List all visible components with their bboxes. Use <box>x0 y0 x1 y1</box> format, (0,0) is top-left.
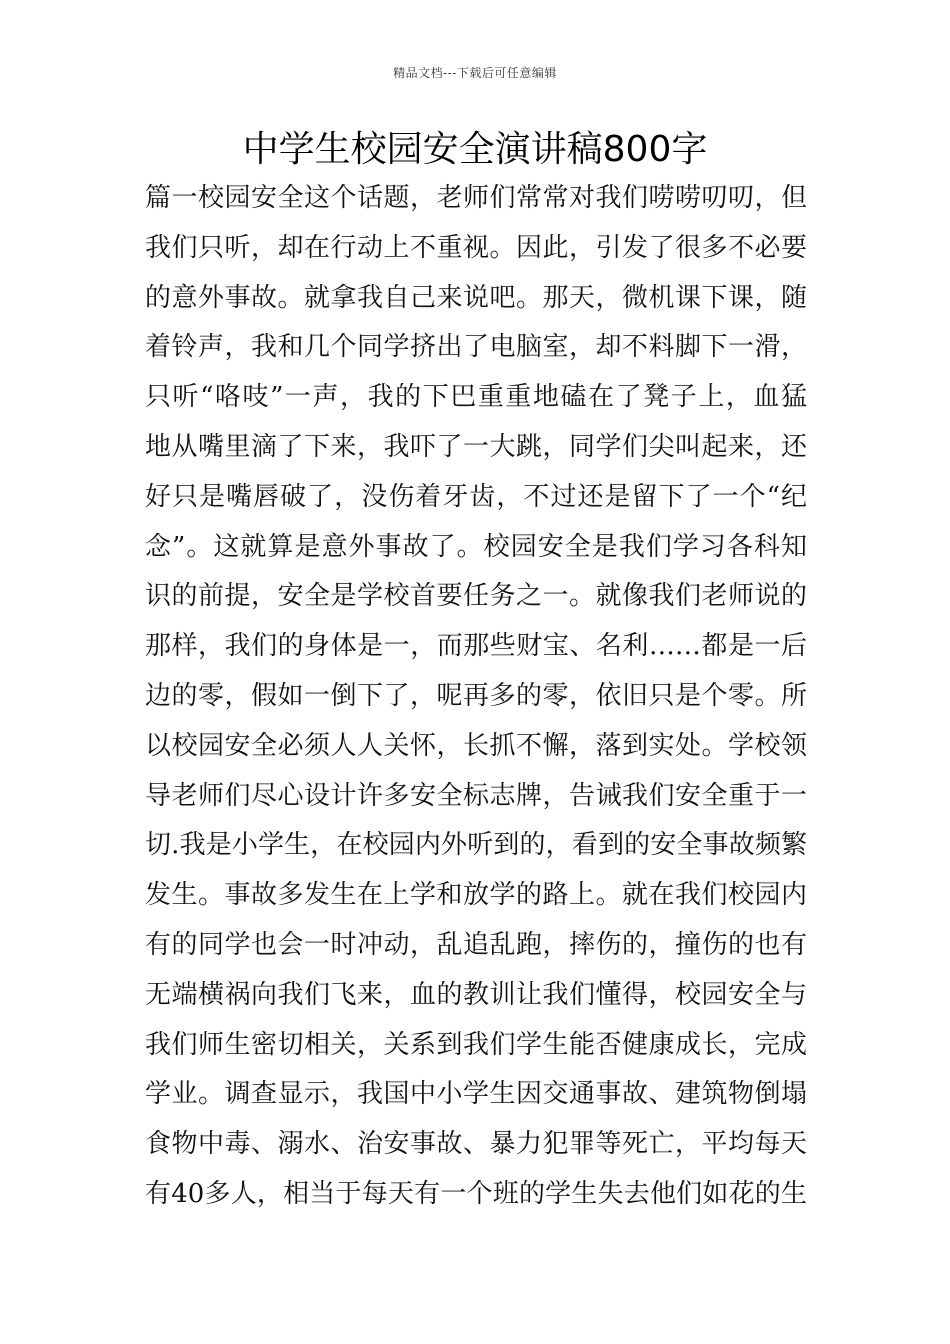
body-line: 无端横祸向我们飞来，血的教训让我们懂得，校园安全与 <box>145 979 807 1010</box>
body-line: 以校园安全必须人人关怀，长抓不懈，落到实处。学校领 <box>145 730 807 761</box>
page-title: 中学生校园安全演讲稿800字 <box>242 129 708 170</box>
body-line: 地从嘴里滴了下来，我吓了一大跳，同学们尖叫起来，还 <box>145 431 807 462</box>
body-line: 切.我是小学生，在校园内外听到的，看到的安全事故频繁 <box>145 830 807 861</box>
body-line: 学业。调查显示，我国中小学生因交通事故、建筑物倒塌 <box>145 1079 807 1110</box>
body-line: 念”。这就算是意外事故了。校园安全是我们学习各科知 <box>145 531 807 562</box>
body-line: 只听“咯吱”一声，我的下巴重重地磕在了凳子上，血猛 <box>145 382 807 413</box>
body-line: 我们师生密切相关，关系到我们学生能否健康成长，完成 <box>145 1029 807 1060</box>
body-line: 边的零，假如一倒下了，呢再多的零，依旧只是个零。所 <box>145 680 807 711</box>
body-line: 着铃声，我和几个同学挤出了电脑室，却不料脚下一滑， <box>145 332 807 363</box>
body-line: 我们只听，却在行动上不重视。因此，引发了很多不必要 <box>145 232 807 263</box>
body-line: 发生。事故多发生在上学和放学的路上。就在我们校园内 <box>145 880 807 911</box>
body-line: 好只是嘴唇破了，没伤着牙齿，不过还是留下了一个“纪 <box>145 481 807 512</box>
body-line: 有的同学也会一时冲动，乱追乱跑，摔伤的，撞伤的也有 <box>145 929 807 960</box>
document-body <box>145 174 807 1220</box>
body-line: 食物中毒、溺水、治安事故、暴力犯罪等死亡，平均每天 <box>145 1129 807 1160</box>
body-line: 识的前提，安全是学校首要任务之一。就像我们老师说的 <box>145 581 807 612</box>
body-line: 有40多人，相当于每天有一个班的学生失去他们如花的生 <box>145 1178 807 1209</box>
header-note: 精品文档---下载后可任意编辑 <box>393 66 557 80</box>
body-line: 的意外事故。就拿我自己来说吧。那天，微机课下课，随 <box>145 282 807 313</box>
body-line: 篇一校园安全这个话题，老师们常常对我们唠唠叨叨，但 <box>145 183 807 213</box>
body-line: 那样，我们的身体是一，而那些财宝、名利……都是一后 <box>145 631 807 662</box>
body-line: 导老师们尽心设计许多安全标志牌，告诫我们安全重于一 <box>145 780 807 811</box>
